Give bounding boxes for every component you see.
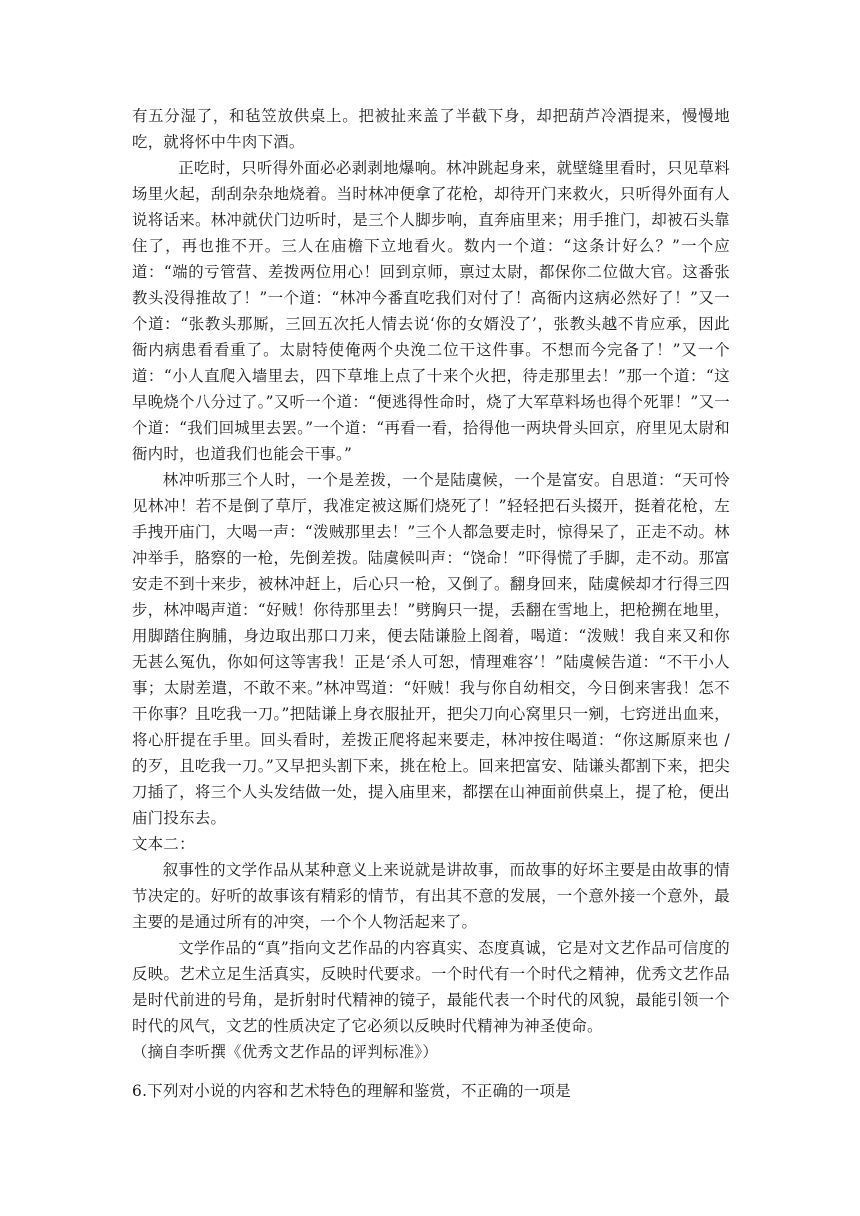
text-two-label: 文本二： xyxy=(132,835,195,853)
question-6: 6.下列对小说的内容和艺术特色的理解和鉴赏，不正确的一项是 xyxy=(132,1082,571,1100)
source-citation: （摘自李听撰《优秀文艺作品的评判标准》） xyxy=(132,1043,439,1061)
paragraph-continued: 有五分湿了，和毡笠放供桌上。把被扯来盖了半截下身，却把葫芦冷酒提来，慢慢地吃，就将怀中牛肉下酒。 xyxy=(132,107,730,151)
paragraph-truth-essay: 文学作品的“真”指向文艺作品的内容真实、态度真诚，它是对文艺作品可信度的反映。艺术立足生活真实，反映时代要求。一个时代有一个时代之精神，优秀文艺作品是时代前进的号角，是折射时代精神的镜子，最能代表一个时代的风貌，最能引领一个时代的风气，文艺的性质决定了它必须以反映时代精神为神圣使命。 xyxy=(132,939,730,1035)
paragraph-narrative-essay: 叙事性的文学作品从某种意义上来说就是讲故事，而故事的好坏主要是由故事的情节决定的。好听的故事该有精彩的情节，有出其不意的发展，一个意外接一个意外，最主要的是通过所有的冲突，一个个人物活起来了。 xyxy=(132,861,730,931)
passage-text xyxy=(132,103,730,1065)
paragraph-fire-scene: 正吃时，只听得外面必必剥剥地爆响。林冲跳起身来，就壁缝里看时，只见草料场里火起，刮刮杂杂地烧着。当时林冲便拿了花枪，却待开门来救火，只听得外面有人说将话来。林冲就伏门边听时，是三个人脚步响，直奔庙里来；用手推门，却被石头靠住了，再也推不开。三人在庙檐下立地看火。数内一个道：“这条计好么？”一个应道：“端的亏管营、差拨两位用心！回到京师，禀过太尉，都保你二位做大官。这番张教头没得推故了！”一个道：“林冲今番直吃我们对付了！高衙内这病必然好了！”又一个道：“张教头那厮，三回五次托人情去说‘你的女婿没了’，张教头越不肯应承，因此衙内病患看看重了。太尉特使俺两个央浼二位干这件事。不想而今完备了！”又一个道：“小人直爬入墙里去，四下草堆上点了十来个火把，待走那里去！”那一个道：“这早晚烧个八分过了。”又听一个道：“便逃得性命时，烧了大军草料场也得个死罪！”又一个道：“我们回城里去罢。”一个道：“再看一看，拾得他一两块骨头回京，府里见太尉和衙内时，也道我们也能会干事。” xyxy=(132,159,730,463)
paragraph-revenge-scene: 林冲听那三个人时，一个是差拨，一个是陆虞候，一个是富安。自思道：“天可怜见林冲！若不是倒了草厅，我准定被这厮们烧死了！”轻轻把石头掇开，挺着花枪，左手拽开庙门，大喝一声：“泼贼那里去！”三个人都急要走时，惊得呆了，正走不动。林冲举手，胳察的一枪，先倒差拨。陆虞候叫声：“饶命！”吓得慌了手脚，走不动。那富安走不到十来步，被林冲赶上，后心只一枪，又倒了。翻身回来，陆虞候却才行得三四步，林冲喝声道：“好贼！你待那里去！”劈胸只一提，丢翻在雪地上，把枪搠在地里，用脚踏住胸脯，身边取出那口刀来，便去陆谦脸上阁着，喝道：“泼贼！我自来又和你无甚么冤仇，你如何这等害我！正是‘杀人可恕，情理难容’！”陆虞候告道：“不干小人事；太尉差遣，不敢不来。”林冲骂道：“奸贼！我与你自幼相交，今日倒来害我！怎不干你事？且吃我一刀。”把陆谦上身衣服扯开，把尖刀向心窝里只一剜，七窍迸出血来，将心肝提在手里。回头看时，差拨正爬将起来要走，林冲按住喝道：“你这厮原来也 / 的歹，且吃我一刀。”又早把头割下来，挑在枪上。回来把富安、陆谦头都割下来，把尖刀插了，将三个人头发结做一处，提入庙里来，都摆在山神面前供桌上，提了枪，便出庙门投东去。 xyxy=(132,471,730,827)
